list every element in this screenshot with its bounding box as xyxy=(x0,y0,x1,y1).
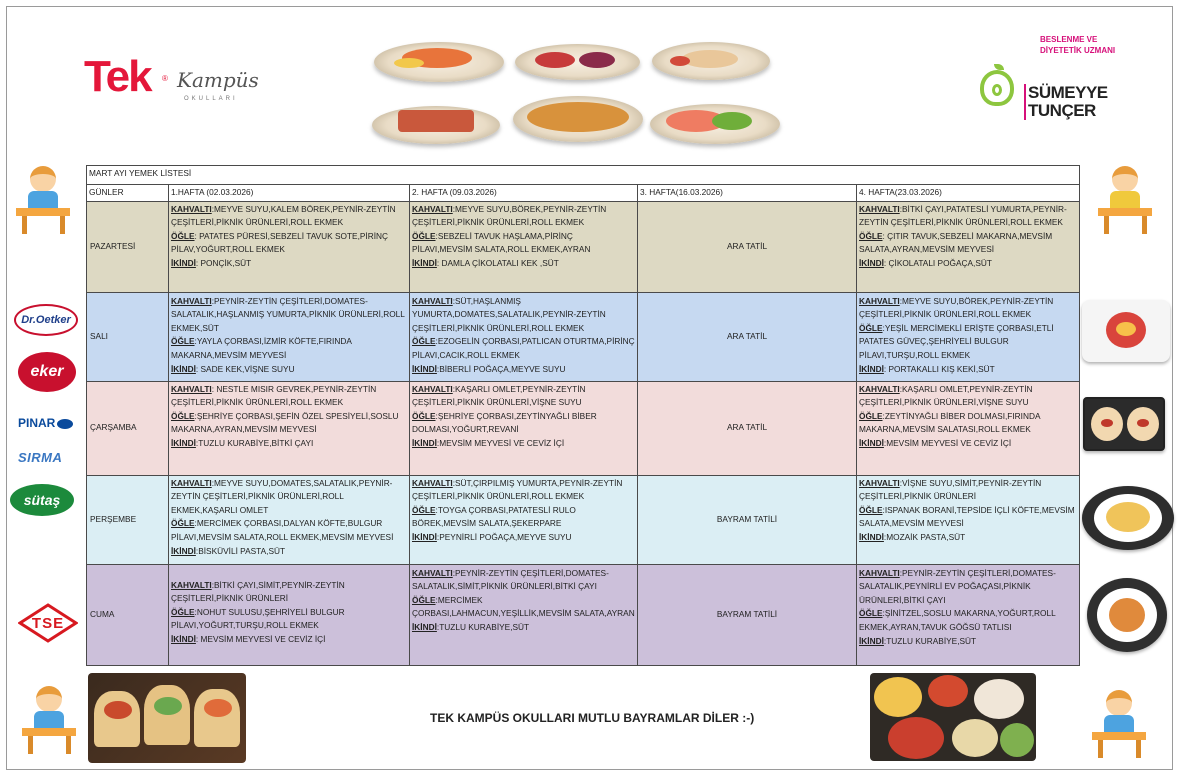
snack-text: : MEVSİM MEYVESİ VE CEVİZ İÇİ xyxy=(195,633,326,644)
dietitian-name-line1: SÜMEYYE xyxy=(1028,83,1108,102)
lunch-label: ÖĞLE xyxy=(171,230,195,241)
snack-label: İKİNDİ xyxy=(412,531,437,542)
breakfast-text: :PEYNİR-ZEYTİN ÇEŞİTLERİ,DOMATES-SALATALIK,SİMİT,PİKNİK ÜRÜNLERİ,BİTKİ ÇAYI xyxy=(412,567,609,592)
column-header: 4. HAFTA(23.03.2026) xyxy=(857,185,1080,202)
breakfast-text: :PEYNİR-ZEYTİN ÇEŞİTLERİ,DOMATES-SALATALIK,PEYNİRLİ EV POĞAÇASI,PİKNİK ÜRÜNLERİ,BİTKİ ÇAYI xyxy=(859,567,1056,605)
pinar-logo-text: PINAR xyxy=(18,416,56,430)
holiday-cell: BAYRAM TATİLİ xyxy=(638,475,857,564)
meal-cell xyxy=(410,201,638,292)
breakfast-text: :KAŞARLI OMLET,PEYNİR-ZEYTİN ÇEŞİTLERİ,PİKNİK ÜRÜNLERİ,VİŞNE SUYU xyxy=(412,383,586,408)
menu-title: MART AYI YEMEK LİSTESİ xyxy=(87,166,1080,185)
snack-text: :PEYNİRLİ POĞAÇA,MEYVE SUYU xyxy=(436,531,572,542)
lunch-text: :MERCİMEK ÇORBASI,LAHMACUN,YEŞİLLİK,MEVSİM SALATA,AYRAN xyxy=(412,594,635,619)
fruit-face-plate-icon xyxy=(1082,300,1170,362)
apple-icon xyxy=(980,70,1014,106)
kid-eating-icon-right xyxy=(1096,164,1152,236)
meal-cell xyxy=(169,292,410,381)
tse-logo-text: TSE xyxy=(31,615,65,632)
meal-cell xyxy=(857,564,1080,665)
lunch-text: :YEŞİL MERCİMEKLİ ERİŞTE ÇORBASI,ETLİ PATATES GÜVEÇ,ŞEHRİYELİ BULGUR PİLAVI,TURŞU,ROLL EKMEK xyxy=(859,322,1054,360)
day-cell: CUMA xyxy=(87,564,169,665)
dietitian-title-line2: DİYETETİK UZMANI xyxy=(1040,46,1116,55)
meal-cell xyxy=(410,292,638,381)
table-row xyxy=(87,475,1080,564)
school-logo-script: Kampüs xyxy=(177,68,259,92)
meal-cell xyxy=(410,475,638,564)
lunch-label: ÖĞLE xyxy=(412,336,436,347)
dietitian-title-line1: BESLENME VE xyxy=(1040,35,1098,44)
lunch-text: :ISPANAK BORANİ,TEPSİDE İÇLİ KÖFTE,MEVSİM SALATA,MEVSİM MEYVESİ xyxy=(859,504,1075,529)
breakfast-label: KAHVALTI xyxy=(859,295,900,306)
lunch-text: :ŞİNİTZEL,SOSLU MAKARNA,YOĞURT,ROLL EKMEK,AYRAN,TAVUK GÖĞSÜ TATLISI xyxy=(859,608,1056,632)
breakfast-label: KAHVALTI xyxy=(412,383,453,394)
meal-cell xyxy=(169,201,410,292)
spread-photo xyxy=(870,673,1036,761)
breakfast-text: :MEYVE SUYU,BÖREK,PEYNİR-ZEYTİN ÇEŞİTLERİ,PİKNİK ÜRÜNLERİ,ROLL EKMEK xyxy=(859,295,1054,320)
breakfast-text: :PEYNİR-ZEYTİN ÇEŞİTLERİ,DOMATES-SALATALIK,HAŞLANMIŞ YUMURTA,PİKNİK ÜRÜNLERİ,ROLL EKMEK,SÜT xyxy=(171,295,405,333)
lunch-text: :MERCİMEK ÇORBASI,DALYAN KÖFTE,BULGUR PİLAVI,MEVSİM SALATA,ROLL EKMEK,MEVSİM MEYVESİ xyxy=(171,518,394,542)
footer-message: TEK KAMPÜS OKULLARI MUTLU BAYRAMLAR DİLER :-) xyxy=(430,711,755,725)
food-plate-3 xyxy=(652,42,770,80)
holiday-cell: ARA TATİL xyxy=(638,381,857,475)
dr-oetker-logo: Dr.Oetker xyxy=(14,304,78,336)
meal-cell xyxy=(169,564,410,665)
lunch-label: ÖĞLE xyxy=(859,410,883,421)
breakfast-text: :SÜT,HAŞLANMIŞ YUMURTA,DOMATES,SALATALIK,PEYNİR-ZEYTİN ÇEŞİTLERİ,PİKNİK ÜRÜNLERİ,ROLL EKMEK xyxy=(412,295,606,333)
meal-cell xyxy=(857,381,1080,475)
breakfast-label: KAHVALTI xyxy=(412,203,453,214)
snack-label: İKİNDİ xyxy=(171,633,196,644)
holiday-cell: ARA TATİL xyxy=(638,292,857,381)
lunch-text: :TOYGA ÇORBASI,PATATESLİ RULO BÖREK,MEVSİM SALATA,ŞEKERPARE xyxy=(412,504,576,529)
breakfast-text: :MEYVE SUYU,DOMATES,SALATALIK,PEYNİR-ZEYTİN ÇEŞİTLERİ,PİKNİK ÜRÜNLERİ,ROLL EKMEK,KAŞARLI OMLET xyxy=(171,477,393,515)
lunch-text: :ŞEHRİYE ÇORBASI,ZEYTİNYAĞLI BİBER DOLMASI,YOĞURT,REVANİ xyxy=(412,410,597,435)
pinar-logo xyxy=(18,416,73,430)
snack-label: İKİNDİ xyxy=(859,437,884,448)
tse-logo xyxy=(12,603,84,643)
snack-label: İKİNDİ xyxy=(171,363,196,374)
column-header: GÜNLER xyxy=(87,185,169,202)
lunch-text: : ÇITIR TAVUK,SEBZELİ MAKARNA,MEVSİM SALATA,AYRAN,MEVSİM MEYVESİ xyxy=(859,230,1053,255)
holiday-cell: BAYRAM TATİLİ xyxy=(638,564,857,665)
meal-cell xyxy=(857,475,1080,564)
breakfast-text: :VİŞNE SUYU,SİMİT,PEYNİR-ZEYTİN ÇEŞİTLERİ,PİKNİK ÜRÜNLERİ xyxy=(859,477,1042,502)
meal-cell xyxy=(169,381,410,475)
lunch-label: ÖĞLE xyxy=(412,410,436,421)
sirma-logo: SIRMA xyxy=(18,450,63,465)
column-header: 1.HAFTA (02.03.2026) xyxy=(169,185,410,202)
kid-eating-icon xyxy=(14,164,70,236)
lunch-text: :YAYLA ÇORBASI,İZMİR KÖFTE,FIRINDA MAKARNA,MEVSİM MEYVESİ xyxy=(171,336,352,360)
kid-eating-icon-bottom-left xyxy=(20,684,76,756)
day-cell: ÇARŞAMBA xyxy=(87,381,169,475)
breakfast-label: KAHVALTI xyxy=(859,203,900,214)
snack-text: : SADE KEK,VİŞNE SUYU xyxy=(195,363,295,374)
table-row xyxy=(87,292,1080,381)
lunch-text: :NOHUT SULUSU,ŞEHRİYELİ BULGUR PİLAVI,YOĞURT,TURŞU,ROLL EKMEK xyxy=(171,606,345,631)
breakfast-text: :KAŞARLI OMLET,PEYNİR-ZEYTİN ÇEŞİTLERİ,PİKNİK ÜRÜNLERİ,VİŞNE SUYU xyxy=(859,383,1033,408)
day-cell: PERŞEMBE xyxy=(87,475,169,564)
table-row xyxy=(87,381,1080,475)
meal-cell xyxy=(857,201,1080,292)
meal-cell xyxy=(410,381,638,475)
breakfast-label: KAHVALTI xyxy=(171,477,212,488)
pasta-plate-icon xyxy=(1082,486,1174,550)
meal-cell xyxy=(857,292,1080,381)
breakfast-label: KAHVALTI xyxy=(412,567,453,578)
breakfast-text: : NESTLE MISIR GEVREK,PEYNİR-ZEYTİN ÇEŞİTLERİ,PİKNİK ÜRÜNLERİ,ROLL EKMEK xyxy=(171,383,377,408)
snack-text: :TUZLU KURABİYE,SÜT xyxy=(436,621,530,632)
snack-label: İKİNDİ xyxy=(412,363,437,374)
lunch-text: :ZEYTİNYAĞLI BİBER DOLMASI,FIRINDA MAKARNA,MEVSİM SALATASI,ROLL EKMEK xyxy=(859,410,1041,435)
breakfast-text: :MEYVE SUYU,KALEM BÖREK,PEYNİR-ZEYTİN ÇEŞİTLERİ,PİKNİK ÜRÜNLERİ,ROLL EKMEK xyxy=(171,203,396,228)
snack-label: İKİNDİ xyxy=(859,363,884,374)
lunch-label: ÖĞLE xyxy=(171,336,195,347)
snack-label: İKİNDİ xyxy=(412,257,437,268)
food-plate-1 xyxy=(374,42,504,82)
food-plate-6 xyxy=(650,104,780,144)
pancake-face-plate-icon xyxy=(1083,397,1165,451)
snack-label: İKİNDİ xyxy=(171,437,196,448)
menu-table xyxy=(86,165,1080,666)
lunch-label: ÖĞLE xyxy=(171,410,195,421)
snack-text: :MOZAİK PASTA,SÜT xyxy=(883,531,966,542)
breakfast-label: KAHVALTI xyxy=(859,567,900,578)
meal-cell xyxy=(169,475,410,564)
snack-label: İKİNDİ xyxy=(171,257,196,268)
food-plate-4 xyxy=(372,106,500,144)
lunch-label: ÖĞLE xyxy=(412,230,436,241)
snack-label: İKİNDİ xyxy=(859,257,884,268)
table-row xyxy=(87,564,1080,665)
eker-logo: eker xyxy=(18,352,76,392)
sutas-logo: sütaş xyxy=(10,484,74,516)
lunch-text: : PATATES PÜRESİ,SEBZELİ TAVUK SOTE,PİRİNÇ PİLAV,YOĞURT,ROLL EKMEK xyxy=(171,230,388,255)
snack-text: :BİSKÜVİLİ PASTA,SÜT xyxy=(195,545,286,556)
snack-label: İKİNDİ xyxy=(859,531,884,542)
holiday-cell: ARA TATİL xyxy=(638,201,857,292)
school-logo-reg: ® xyxy=(162,74,168,83)
school-logo-sub: OKULLARI xyxy=(184,96,238,102)
table-row xyxy=(87,201,1080,292)
snack-label: İKİNDİ xyxy=(412,437,437,448)
school-logo xyxy=(84,52,274,112)
breakfast-label: KAHVALTI xyxy=(171,295,212,306)
lunch-label: ÖĞLE xyxy=(859,504,883,515)
tacos-photo xyxy=(88,673,246,763)
food-plate-5 xyxy=(513,96,643,142)
breakfast-text: :MEYVE SUYU,BÖREK,PEYNİR-ZEYTİN ÇEŞİTLERİ,PİKNİK ÜRÜNLERİ,ROLL EKMEK xyxy=(412,203,607,228)
snack-text: : ÇİKOLATALI POĞAÇA,SÜT xyxy=(883,257,992,268)
lunch-text: :ŞEHRİYE ÇORBASI,ŞEFİN ÖZEL SPESİYELİ,SOSLU MAKARNA,AYRAN,MEVSİM MEYVESİ xyxy=(171,410,399,435)
kid-eating-icon-bottom-right xyxy=(1090,688,1146,760)
lunch-label: ÖĞLE xyxy=(171,606,195,617)
snack-text: :TUZLU KURABİYE,BİTKİ ÇAYI xyxy=(195,437,314,448)
lunch-label: ÖĞLE xyxy=(412,504,436,515)
lunch-label: ÖĞLE xyxy=(859,322,883,333)
lunch-text: :EZOGELİN ÇORBASI,PATLICAN OTURTMA,PİRİNÇ PİLAVI,CACIK,ROLL EKMEK xyxy=(412,336,635,360)
lunch-label: ÖĞLE xyxy=(171,518,195,529)
breakfast-label: KAHVALTI xyxy=(412,477,453,488)
breakfast-label: KAHVALTI xyxy=(171,383,212,394)
breakfast-label: KAHVALTI xyxy=(859,383,900,394)
lunch-text: :SEBZELİ TAVUK HAŞLAMA,PİRİNÇ PİLAVI,MEVSİM SALATA,ROLL EKMEK,AYRAN xyxy=(412,230,591,255)
snack-text: :TUZLU KURABİYE,SÜT xyxy=(883,635,977,646)
breakfast-label: KAHVALTI xyxy=(171,579,212,590)
breakfast-text: :SÜT,ÇIRPILMIŞ YUMURTA,PEYNİR-ZEYTİN ÇEŞİTLERİ,PİKNİK ÜRÜNLERİ,ROLL EKMEK xyxy=(412,477,623,502)
column-header: 2. HAFTA (09.03.2026) xyxy=(410,185,638,202)
breakfast-label: KAHVALTI xyxy=(412,295,453,306)
column-header: 3. HAFTA(16.03.2026) xyxy=(638,185,857,202)
lunch-label: ÖĞLE xyxy=(859,608,883,619)
snack-text: :BİBERLİ POĞAÇA,MEYVE SUYU xyxy=(436,363,566,374)
breakfast-label: KAHVALTI xyxy=(171,203,212,214)
dietitian-logo xyxy=(980,34,1140,120)
breakfast-text: :BİTKİ ÇAYI,PATATESLİ YUMURTA,PEYNİR-ZEYTİN ÇEŞİTLERİ,PİKNİK ÜRÜNLERİ,ROLL EKMEK xyxy=(859,203,1067,228)
school-logo-main: Tek xyxy=(84,52,151,101)
lunch-label: ÖĞLE xyxy=(859,230,883,241)
snack-text: : PONÇİK,SÜT xyxy=(195,257,252,268)
header-row xyxy=(87,185,1080,202)
meal-cell xyxy=(410,564,638,665)
snack-text: :MEVSİM MEYVESİ VE CEVİZ İÇİ xyxy=(883,437,1012,448)
snack-text: : PORTAKALLI KIŞ KEKİ,SÜT xyxy=(883,363,995,374)
snack-text: :MEVSİM MEYVESİ VE CEVİZ İÇİ xyxy=(436,437,565,448)
snack-text: : DAMLA ÇİKOLATALI KEK ,SÜT xyxy=(436,257,559,268)
lunch-label: ÖĞLE xyxy=(412,594,436,605)
breakfast-text: :BİTKİ ÇAYI,SİMİT,PEYNİR-ZEYTİN ÇEŞİTLERİ,PİKNİK ÜRÜNLERİ xyxy=(171,579,345,604)
day-cell: PAZARTESİ xyxy=(87,201,169,292)
breakfast-label: KAHVALTI xyxy=(859,477,900,488)
snack-label: İKİNDİ xyxy=(859,635,884,646)
dietitian-name-line2: TUNÇER xyxy=(1028,101,1096,120)
chicken-face-plate-icon xyxy=(1087,578,1167,652)
snack-label: İKİNDİ xyxy=(171,545,196,556)
snack-label: İKİNDİ xyxy=(412,621,437,632)
day-cell: SALI xyxy=(87,292,169,381)
food-plate-2 xyxy=(515,44,640,80)
